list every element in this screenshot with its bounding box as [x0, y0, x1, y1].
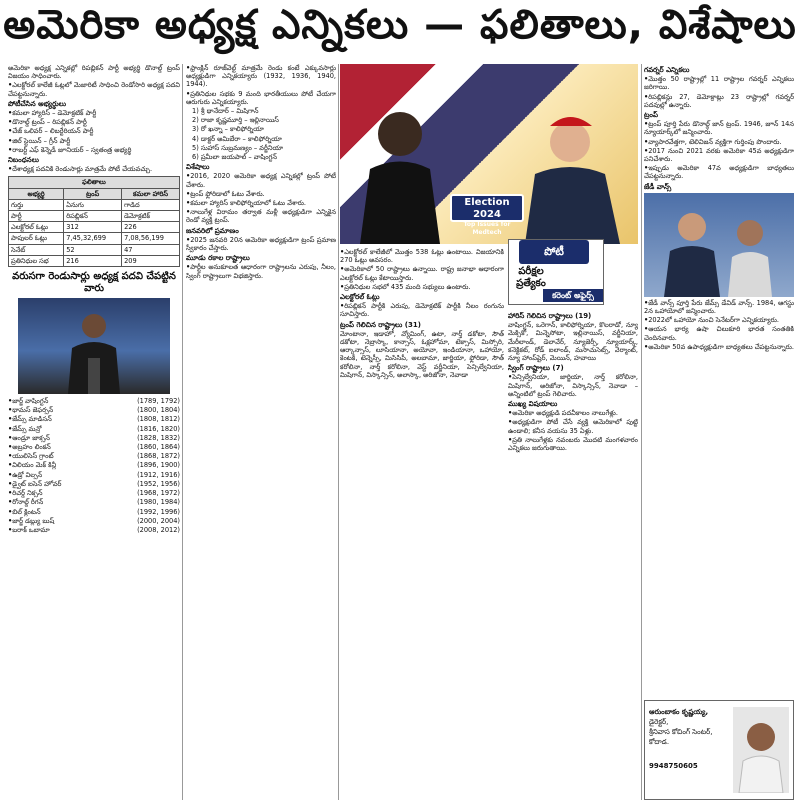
column-divider	[182, 64, 183, 800]
indian-member-item: 2) రాజా కృష్ణమూర్తి – ఇల్లినాయిస్	[192, 116, 279, 125]
tag-main: పోటీ	[519, 240, 589, 264]
indian-member-item: 6) ప్రమీలా జయపాల్ – వాషింగ్టన్	[192, 153, 278, 162]
swing-types-heading: మూడు రకాల రాష్ట్రాలు	[186, 254, 250, 263]
results-table	[8, 176, 180, 267]
table-cell: ప్రతినిధుల సభ	[9, 255, 64, 266]
list-item: • రిచర్డ్ నిక్సన్ (1968, 1972)	[8, 489, 180, 497]
votes-item: • 2016, 2020 అమెరికా అధ్యక్ష ఎన్నికల్లో ట్రంప్ పోటీ చేశారు.	[186, 172, 336, 188]
author-details	[649, 707, 729, 771]
indian-member-item: 1) శ్రీ థానేదార్ – మిషిగాన్	[192, 107, 259, 116]
vance-item: • ఆయన భార్య ఉషా చిలుకూరి భారత సంతతికి చెందినవారు.	[644, 325, 794, 341]
table-cell: 312	[64, 222, 122, 233]
votes-item: • ట్రంప్ ఫ్లోరిడాలో ఓటు వేశారు.	[186, 190, 336, 198]
col2-para: • ప్రతినిధుల సభకు 9 మంది భారతీయులు పోటీ చేయగా ఆరుగురు ఎన్నికయ్యారు.	[186, 90, 336, 106]
table-row	[9, 222, 180, 233]
tag-side: పరీక్షల ప్రత్యేకం	[516, 266, 546, 289]
table-cell: 7,08,56,199	[122, 233, 180, 244]
table-cell: గాడిద	[122, 199, 180, 210]
rules-heading: నిబంధనలు	[8, 156, 39, 165]
table-cell: పార్టీ	[9, 211, 64, 222]
list-item: • డ్వైట్ ఐసెన్ హోవర్ (1952, 1956)	[8, 480, 180, 488]
headline-title: అమెరికా అధ్యక్ష ఎన్నికలు — ఫలితాలు, విశేషాలు	[3, 2, 797, 48]
ec-text: • రిపబ్లికన్ పార్టీకి ఎరుపు, డెమోక్రటిక్ పార్టీకి నీలం రంగును సూచిస్తారు.	[340, 302, 504, 318]
author-org: శ్రీనివాస కోచింగ్ సెంటర్,	[649, 728, 713, 736]
table-row	[9, 244, 180, 255]
fact-item: • అధ్యక్షుడిగా పోటీ చేసే వ్యక్తి అమెరికాలో పుట్టి ఉండాలి; కనీస వయసు 35 ఏళ్లు.	[508, 418, 638, 434]
obama-photo	[18, 298, 170, 394]
table-cell: రిపబ్లికన్	[64, 211, 122, 222]
harris-states-heading: హారిస్ గెలిచిన రాష్ట్రాలు (19)	[508, 312, 592, 320]
headline-banner	[0, 0, 800, 60]
parties-heading: పోటీచేసిన అభ్యర్థులు	[8, 99, 67, 108]
table-cell: 52	[64, 244, 122, 255]
column-2	[186, 64, 336, 804]
trump-item: • 2017 నుంచి 2021 వరకు అమెరికా 45వ అధ్యక్షుడిగా పనిచేశారు.	[644, 147, 794, 163]
congress-text: • 2025 జనవరి 20న అమెరికా అధ్యక్షుడిగా ట్రంప్ ప్రమాణ స్వీకారం చేస్తారు.	[186, 236, 336, 252]
column-3	[340, 64, 638, 804]
table-header: కమలా హారిస్	[122, 188, 180, 199]
author-city: కోదాడ.	[649, 738, 670, 746]
votes-item: • నాలుగేళ్ల విరామం తర్వాత మళ్లీ అధ్యక్షుడిగా ఎన్నికైన రెండో వ్యక్తి ట్రంప్.	[186, 208, 336, 224]
list-item: • విలియం మెక్ కిన్లీ (1896, 1900)	[8, 461, 180, 469]
trump-item: • ఇప్పుడు అమెరికా 47వ అధ్యక్షుడిగా బాధ్యతలు చేపట్టనున్నారు.	[644, 164, 794, 180]
vance-item: • జేడీ వాన్స్ పూర్తి పేరు జేమ్స్ డేవిడ్ వాన్స్. 1984, ఆగస్టు 2న ఒహాయోలో జన్మించారు.	[644, 299, 794, 315]
table-cell: ఎలక్టోరల్ ఓట్లు	[9, 222, 64, 233]
table-cell: పాపులర్ ఓట్లు	[9, 233, 64, 244]
table-row	[9, 255, 180, 266]
table-cell: గుర్తు	[9, 199, 64, 210]
list-item: • జార్జ్ డబ్ల్యు బుష్ (2000, 2004)	[8, 517, 180, 525]
facts-heading: ముఖ్య విషయాలు	[508, 400, 558, 409]
table-header-row	[9, 188, 180, 199]
party-item: • చేజ్ ఒలివర్ – లిబర్టేరియన్ పార్టీ	[8, 127, 180, 135]
table-row	[9, 211, 180, 222]
column-divider	[641, 64, 642, 800]
col3-para: • ప్రతినిధుల సభలో 435 మంది సభ్యులు ఉంటారు.	[340, 283, 504, 291]
list-item: • జేమ్స్ మాడిసన్ (1808, 1812)	[8, 415, 180, 423]
list-item: • థామస్ జెఫర్సన్ (1800, 1804)	[8, 406, 180, 414]
trump-item: • వ్యాపారవేత్తగా, టెలివిజన్ వ్యక్తిగా గుర్తింపు పొందారు.	[644, 138, 794, 146]
author-photo	[733, 707, 789, 793]
party-item: • కమలా హ్యారిస్ – డెమోక్రటిక్ పార్టీ	[8, 109, 180, 117]
table-cell: 216	[64, 255, 122, 266]
list-item: • బరాక్ ఒబామా (2008, 2012)	[8, 526, 180, 534]
results-table-title: ఫలితాలు	[9, 177, 180, 188]
author-silhouette-icon	[733, 707, 789, 793]
ec-heading: ఎలక్టోరల్ ఓట్లు	[340, 293, 380, 302]
party-item: • జిల్ స్టెయిన్ – గ్రీన్ పార్టీ	[8, 137, 180, 145]
fact-item: • అమెరికా అధ్యక్షుడి పదవీకాలం నాలుగేళ్లు.	[508, 409, 638, 417]
swing-types-text: • పార్టీల అనుకూలత ఆధారంగా రాష్ట్రాలను ఎరుపు, నీలం, స్వింగ్ రాష్ట్రాలుగా విభజిస్తారు.	[186, 263, 336, 279]
column-1	[8, 64, 180, 804]
list-item: • రోనాల్డ్ రీగన్ (1980, 1984)	[8, 498, 180, 506]
table-cell: 226	[122, 222, 180, 233]
col2-para: • ఫ్రాంక్లిన్ రూజ్‌వెల్ట్ మాత్రమే రెండు కంటే ఎక్కువసార్లు అధ్యక్షుడిగా ఎన్నికయ్యారు (1932, 1936, 1940, 1944).	[186, 64, 336, 89]
table-header: అభ్యర్థి	[9, 188, 64, 199]
trump-item: • ట్రంప్ పూర్తి పేరు డొనాల్డ్ జాన్ ట్రంప్. 1946, జూన్ 14న న్యూయార్క్‌లో జన్మించారు.	[644, 120, 794, 136]
votes-item: • కమలా హ్యారిస్ కాలిఫోర్నియాలో ఓటు వేశారు.	[186, 199, 336, 207]
congress-heading: జనవరిలో ప్రమాణం	[186, 226, 239, 235]
table-row	[9, 199, 180, 210]
tag-brand: కరెంట్ అఫైర్స్	[543, 289, 603, 302]
trump-states-heading: ట్రంప్ గెలిచిన రాష్ట్రాలు (31)	[340, 320, 421, 329]
column-divider	[338, 64, 339, 800]
list-item: • ఆండ్రూ జాక్సన్ (1828, 1832)	[8, 434, 180, 442]
speaker-silhouette-icon	[18, 298, 170, 394]
author-phone: 9948750605	[649, 762, 698, 770]
list-item: • యులిసెస్ గ్రాంట్ (1868, 1872)	[8, 452, 180, 460]
author-role: డైరెక్టర్,	[649, 718, 669, 726]
trump-heading: ట్రంప్	[644, 111, 658, 120]
list-item: • అబ్రహం లింకన్ (1860, 1864)	[8, 443, 180, 451]
table-cell: ఏనుగు	[64, 199, 122, 210]
col3-para: • ఎలక్టోరల్ కాలేజీలో మొత్తం 538 ఓట్లు ఉంటాయి. విజయానికి 270 ఓట్లు అవసరం.	[340, 248, 504, 264]
election-badge-title: Election 2024	[464, 197, 510, 220]
swing-states-heading: స్వింగ్ రాష్ట్రాలు (7)	[508, 364, 564, 373]
list-item: • ఉడ్రో విల్సన్ (1912, 1916)	[8, 471, 180, 479]
vance-item: • అమెరికా 50వ ఉపాధ్యక్షుడిగా బాధ్యతలు చేపట్టనున్నారు.	[644, 343, 794, 351]
votes-heading: విశేషాలు	[186, 163, 210, 172]
list-item: • జార్జ్ వాషింగ్టన్ (1789, 1792)	[8, 397, 180, 405]
intro-para-1: అమెరికా అధ్యక్ష ఎన్నికల్లో రిపబ్లికన్ పార్టీ అభ్యర్థి డొనాల్డ్ ట్రంప్ విజయం సాధించారు.	[8, 64, 180, 81]
vance-heading: జేడీ వాన్స్	[644, 182, 672, 191]
two-term-box-heading: వరుసగా రెండుసార్లు అధ్యక్ష పదవి చేపట్టిన వారు	[12, 271, 176, 295]
indian-member-item: 5) సుహాస్ సుబ్రమణ్యం – వర్జీనియా	[192, 143, 284, 152]
rules-text: • దేశాధ్యక్ష పదవికి రెండుసార్లు మాత్రమే పోటీ చేయవచ్చు.	[8, 165, 180, 173]
table-cell: సెనేట్	[9, 244, 64, 255]
fact-item: • ప్రతి నాలుగేళ్లకు నవంబరు మొదటి మంగళవారం ఎన్నికలు జరుగుతాయి.	[508, 436, 638, 452]
table-cell: డెమోక్రటిక్	[122, 211, 180, 222]
indian-member-item: 3) రో ఖన్నా – కాలిఫోర్నియా	[192, 125, 264, 134]
table-cell: 209	[122, 255, 180, 266]
col3-left-text	[340, 248, 504, 798]
election-badge-sub: Top Issues for Medtech	[463, 221, 511, 236]
intro-para-2: • ఎలక్టోరల్ కాలేజీ ఓట్లలో మెజారిటీ సాధించి రెండోసారి అధ్యక్ష పదవి చేపట్టనున్నారు.	[8, 81, 180, 97]
swing-states-text: • పెన్సిల్వేనియా, జార్జియా, నార్త్ కరోలినా, మిషిగాన్, అరిజోనా, విస్కాన్సిన్, నెవాడా – అన్నింటిలో ట్రంప్ గెలిచారు.	[508, 373, 638, 398]
author-box	[644, 700, 794, 800]
trump-states-text: మోంటానా, ఇడాహో, వ్యోమింగ్, ఉటా, నార్త్ డకోటా, సౌత్ డకోటా, నెబ్రాస్కా, కాన్సాస్, ఓక్లహోమా, టెక్సాస్, మిస్సోరి, ఆర్కాన్సాస్, లూసియానా, అయోవా, ఇండియానా, ఒహాయో, కెంటకీ, టెన్నెస్సీ, మిసిసిపీ, అలబామా, జార్జియా, ఫ్లోరిడా, సౌత్ కరోలినా, నార్త్ కరోలినా, వెస్ట్ వర్జీనియా, పెన్సిల్వేనియా, మిషిగాన్, విస్కాన్సిన్, అలాస్కా, అరిజోనా, నెవాడా	[340, 329, 504, 379]
table-cell: 7,45,32,699	[64, 233, 122, 244]
couple-silhouette-icon	[644, 193, 794, 297]
table-cell: 47	[122, 244, 180, 255]
vance-item: • 2022లో ఒహాయో నుంచి సెనేటర్‌గా ఎన్నికయ్యారు.	[644, 316, 794, 324]
vance-photo	[644, 193, 794, 297]
party-item: • రాబర్ట్ ఎఫ్ కెన్నెడీ జూనియర్ – స్వతంత్ర అభ్యర్థి	[8, 146, 180, 154]
author-name: ఆరుంబాకం కృష్ణయ్య,	[649, 708, 709, 716]
column-4	[644, 64, 794, 694]
harris-states-text: వాషింగ్టన్, ఒరెగాన్, కాలిఫోర్నియా, కొలరాడో, న్యూ మెక్సికో, మిన్నెసోటా, ఇల్లినాయిస్, వర్జీనియా, మేరీలాండ్, డెలావేర్, న్యూజెర్సీ, న్యూయార్క్, కనెక్టికట్, రోడ్ ఐలాండ్, మసాచుసెట్స్, వెర్మాంట్, న్యూ హాంప్‌షైర్, మెయిన్, హవాయి	[508, 321, 638, 363]
col3-right-text	[508, 310, 638, 798]
indian-member-item: 4) డాక్టర్ అమిబేరా – కాలిఫోర్నియా	[192, 134, 282, 143]
election-badge	[450, 194, 524, 236]
list-item: • జేమ్స్ మన్రో (1816, 1820)	[8, 425, 180, 433]
col3-para: • అమెరికాలో 50 రాష్ట్రాలు ఉన్నాయి. రాష్ట్ర జనాభా ఆధారంగా ఎలక్టోరల్ ఓట్లు కేటాయిస్తారు.	[340, 265, 504, 281]
table-header: ట్రంప్	[64, 188, 122, 199]
gov-item: • మొత్తం 50 రాష్ట్రాల్లో 11 రాష్ట్రాల గవర్నర్ ఎన్నికలు జరిగాయి.	[644, 75, 794, 91]
list-item: • బిల్ క్లింటన్ (1992, 1996)	[8, 508, 180, 516]
exam-special-tag	[508, 239, 604, 305]
gov-heading: గవర్నర్ ఎన్నికలు	[644, 66, 690, 74]
gov-item: • రిపబ్లికన్లు 27, డెమోక్రాట్లు 23 రాష్ట్రాల్లో గవర్నర్ పదవుల్లో ఉన్నారు.	[644, 93, 794, 109]
party-item: • డొనాల్డ్ ట్రంప్ – రిపబ్లికన్ పార్టీ	[8, 118, 180, 126]
two-term-presidents-list	[8, 397, 180, 534]
table-row	[9, 233, 180, 244]
election-photo	[340, 64, 638, 244]
